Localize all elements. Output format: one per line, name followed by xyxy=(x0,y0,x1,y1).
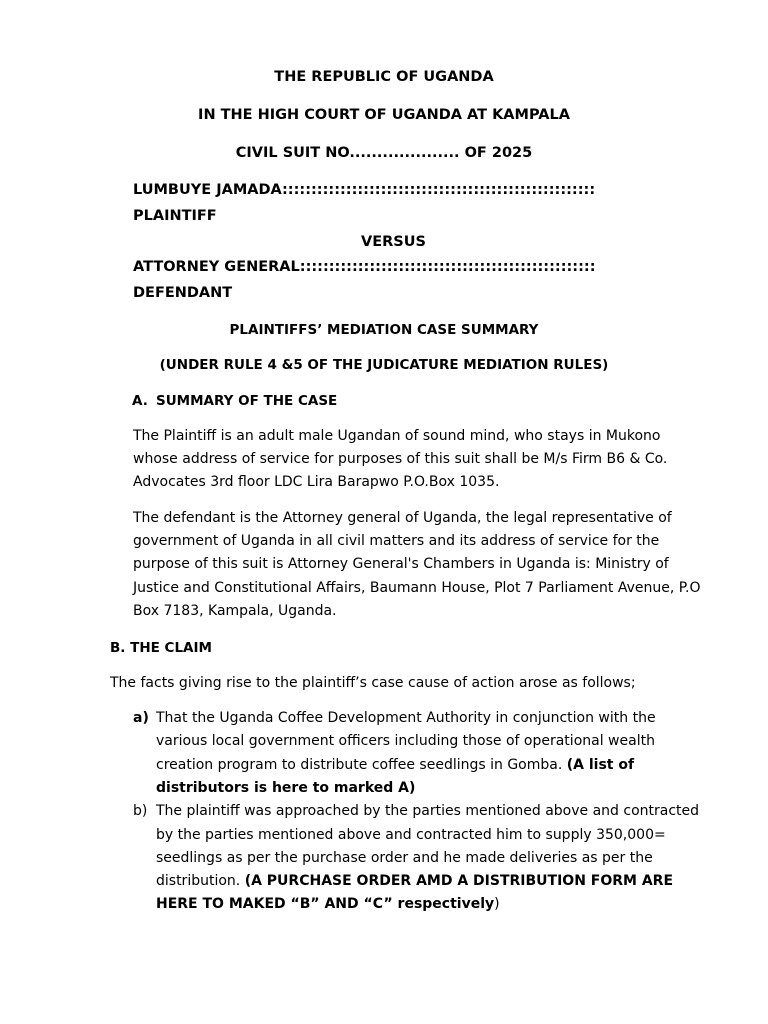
claim-line: various local government officers including those of operational wealth xyxy=(156,733,655,749)
exhibit-reference: (A PURCHASE ORDER AMD A DISTRIBUTION FORM ARE xyxy=(244,873,674,889)
claim-line xyxy=(156,756,634,774)
claim-text: creation program to distribute coffee seedlings in Gomba. xyxy=(156,757,567,773)
paragraph-line: Justice and Constitutional Affairs, Baumann House, Plot 7 Parliament Avenue, P.O xyxy=(133,580,701,596)
paragraph-line: Advocates 3rd floor LDC Lira Barapwo P.O.Box 1035. xyxy=(133,474,500,490)
plaintiff-role: PLAINTIFF xyxy=(133,208,217,224)
claim-text: distribution. xyxy=(156,873,245,889)
heading-republic: THE REPUBLIC OF UGANDA xyxy=(274,69,494,85)
heading-suit-number: CIVIL SUIT NO.................... OF 2025 xyxy=(235,145,533,161)
plaintiff-name: LUMBUYE JAMADA:::::::::::::::::::::::::::::::::::::::::::::::::::::: xyxy=(133,182,596,198)
defendant-role: DEFENDANT xyxy=(133,285,233,301)
section-b-intro: The facts giving rise to the plaintiff’s case cause of action arose as follows; xyxy=(110,675,636,691)
section-a-marker: A. xyxy=(132,393,148,409)
section-b-title: B. THE CLAIM xyxy=(110,640,212,656)
summary-subtitle: (UNDER RULE 4 &5 OF THE JUDICATURE MEDIATION RULES) xyxy=(159,357,609,373)
claim-line: The plaintiff was approached by the parties mentioned above and contracted xyxy=(156,803,700,819)
paragraph-line: whose address of service for purposes of this suit shall be M/s Firm B6 & Co. xyxy=(133,451,668,467)
closing-parenthesis: ) xyxy=(494,896,500,912)
paragraph-line: The defendant is the Attorney general of Uganda, the legal representative of xyxy=(133,510,672,526)
paragraph-line: The Plaintiff is an adult male Ugandan of sound mind, who stays in Mukono xyxy=(133,428,661,444)
claim-line: That the Uganda Coffee Development Authority in conjunction with the xyxy=(156,710,656,726)
paragraph-line: purpose of this suit is Attorney General's Chambers in Uganda is: Ministry of xyxy=(133,556,669,572)
list-marker: b) xyxy=(133,803,148,819)
claim-line xyxy=(156,872,673,890)
defendant-name: ATTORNEY GENERAL::::::::::::::::::::::::::::::::::::::::::::::::::: xyxy=(133,259,596,275)
exhibit-reference: HERE TO MAKED “B” AND “C” respectively xyxy=(156,896,495,912)
versus-label: VERSUS xyxy=(361,234,426,250)
list-marker: a) xyxy=(133,710,149,726)
heading-court: IN THE HIGH COURT OF UGANDA AT KAMPALA xyxy=(198,107,570,123)
exhibit-reference: (A list of xyxy=(566,757,635,773)
section-a-title: SUMMARY OF THE CASE xyxy=(156,393,338,409)
paragraph-line: Box 7183, Kampala, Uganda. xyxy=(133,603,337,619)
summary-title: PLAINTIFFS’ MEDIATION CASE SUMMARY xyxy=(229,322,539,338)
exhibit-reference: distributors is here to marked A) xyxy=(156,780,416,796)
paragraph-line: government of Uganda in all civil matters and its address of service for the xyxy=(133,533,660,549)
claim-line: by the parties mentioned above and contracted him to supply 350,000= xyxy=(156,827,666,843)
claim-line: seedlings as per the purchase order and he made deliveries as per the xyxy=(156,850,653,866)
claim-line xyxy=(156,895,500,913)
